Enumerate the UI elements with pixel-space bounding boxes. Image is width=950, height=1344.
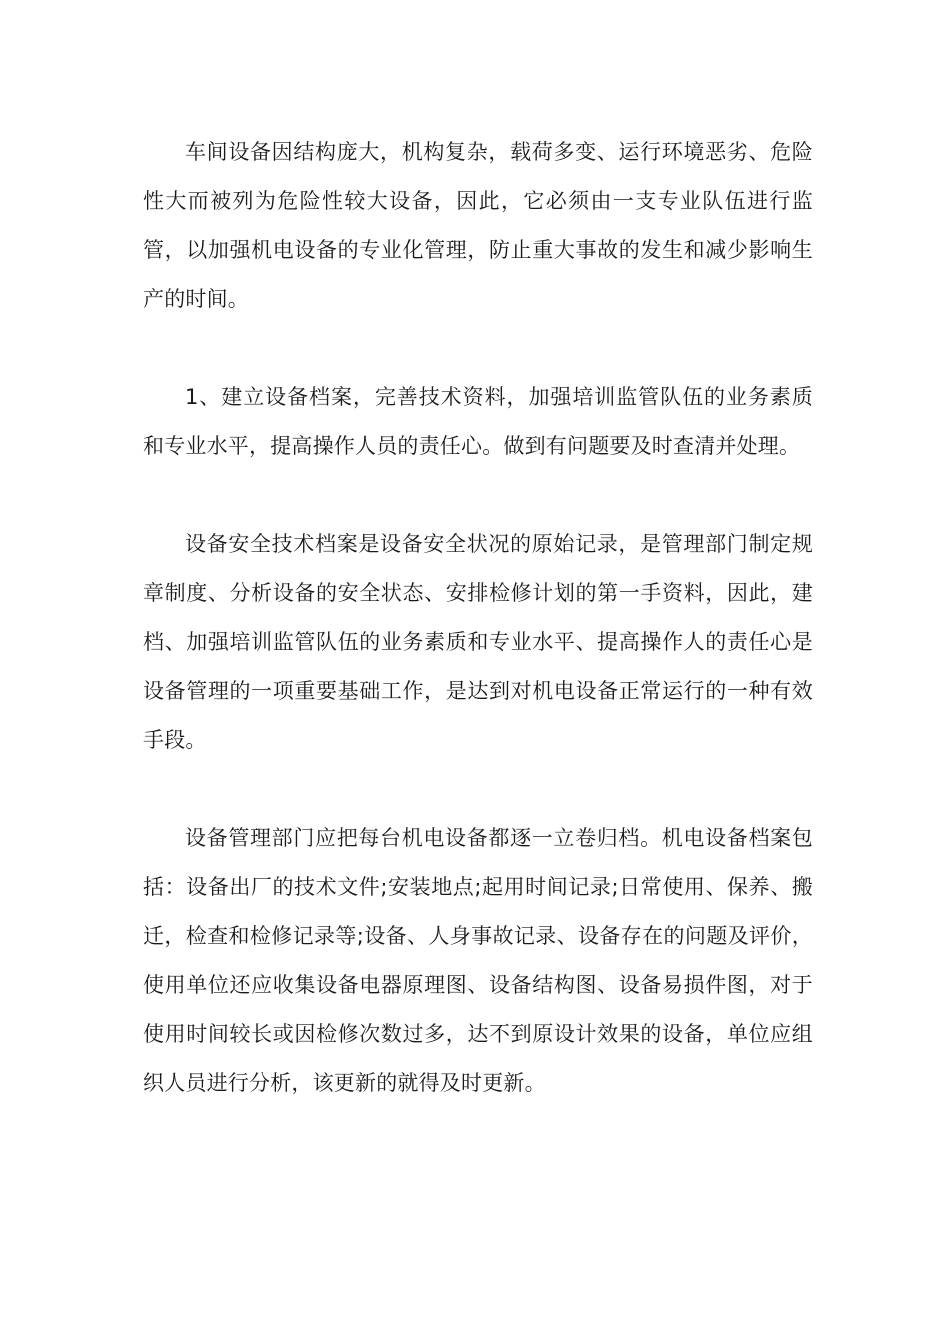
paragraph-spacer [143,471,813,520]
paragraph-archive-contents: 设备管理部门应把每台机电设备都逐一立卷归档。机电设备档案包括：设备出厂的技术文件;安装地点;起用时间记录;日常使用、保养、搬迁，检查和检修记录等;设备、人身事故记录、设备存在的问题及评价，使用单位还应收集设备电器原理图、设备结构图、设备易损件图，对于使用时间较长或因检修次数过多，达不到原设计效果的设备，单位应组织人员进行分析，该更新的就得及时更新。 [143,826,813,1095]
paragraph-spacer [143,324,813,373]
paragraph-section-1: 1、建立设备档案，完善技术资料，加强培训监管队伍的业务素质和专业水平，提高操作人员的责任心。做到有问题要及时查清并处理。 [143,385,813,458]
paragraph-spacer [143,765,813,814]
paragraph-intro: 车间设备因结构庞大，机构复杂，载荷多变、运行环境恶劣、危险性大而被列为危险性较大设备，因此，它必须由一支专业队伍进行监管，以加强机电设备的专业化管理，防止重大事故的发生和减少影响生产的时间。 [143,140,813,311]
paragraph-archive-importance: 设备安全技术档案是设备安全状况的原始记录，是管理部门制定规章制度、分析设备的安全状态、安排检修计划的第一手资料，因此，建档、加强培训监管队伍的业务素质和专业水平、提高操作人的责任心是设备管理的一项重要基础工作，是达到对机电设备正常运行的一种有效手段。 [143,532,813,752]
document-body [143,128,813,1108]
